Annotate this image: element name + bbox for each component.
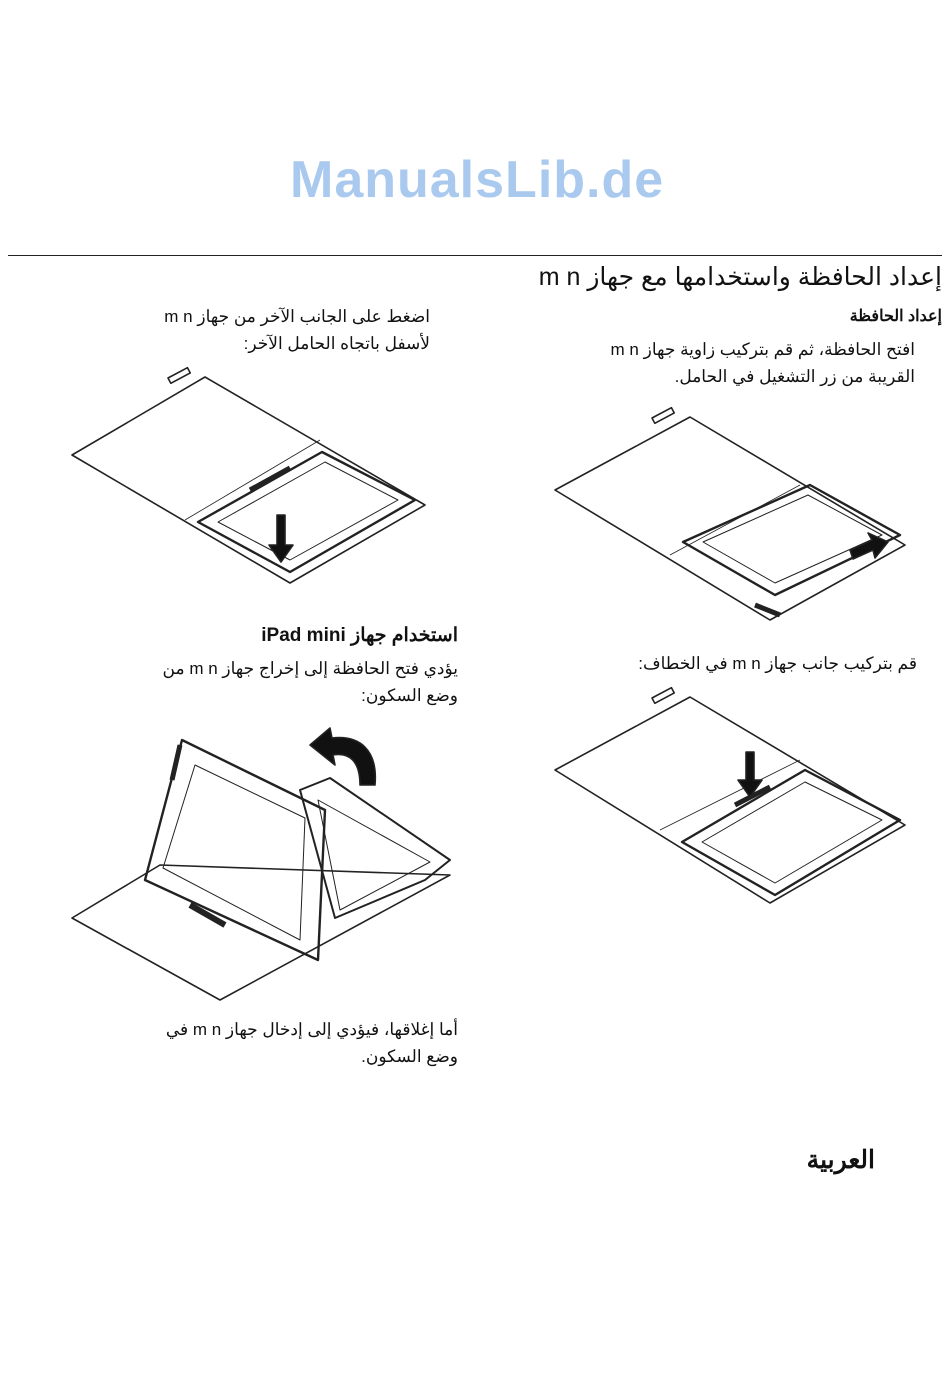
watermark: ManualsLib.de	[290, 151, 665, 209]
illustration-open-case	[72, 728, 450, 1000]
section-title-setup: إعداد الحافظة	[849, 308, 942, 325]
illustration-attach-side	[555, 688, 905, 903]
page-title: إعداد الحافظة واستخدامها مع جهاز m n	[538, 263, 942, 291]
illustration-insert-corner	[555, 408, 905, 620]
step-3-line-1: اضغط على الجانب الآخر من جهاز m n	[164, 307, 430, 326]
close-line-2: وضع السكون.	[361, 1047, 458, 1066]
close-line-1: أما إغلاقها، فيؤدي إلى إدخال جهاز m n في	[165, 1020, 458, 1039]
step-1-line-2: القريبة من زر التشغيل في الحامل.	[674, 367, 915, 386]
step-2-text: قم بتركيب جانب جهاز m n في الخطاف:	[638, 654, 917, 673]
footer-language: العربية	[806, 1146, 875, 1174]
open-line-2: وضع السكون:	[361, 686, 458, 705]
section-title-usage: استخدام جهاز iPad mini	[261, 625, 458, 646]
step-1-line-1: افتح الحافظة، ثم قم بتركيب زاوية جهاز m n	[610, 340, 915, 359]
open-line-1: يؤدي فتح الحافظة إلى إخراج جهاز m n من	[162, 659, 458, 678]
illustration-press-down	[72, 368, 425, 583]
step-3-line-2: لأسفل باتجاه الحامل الآخر:	[243, 334, 430, 353]
